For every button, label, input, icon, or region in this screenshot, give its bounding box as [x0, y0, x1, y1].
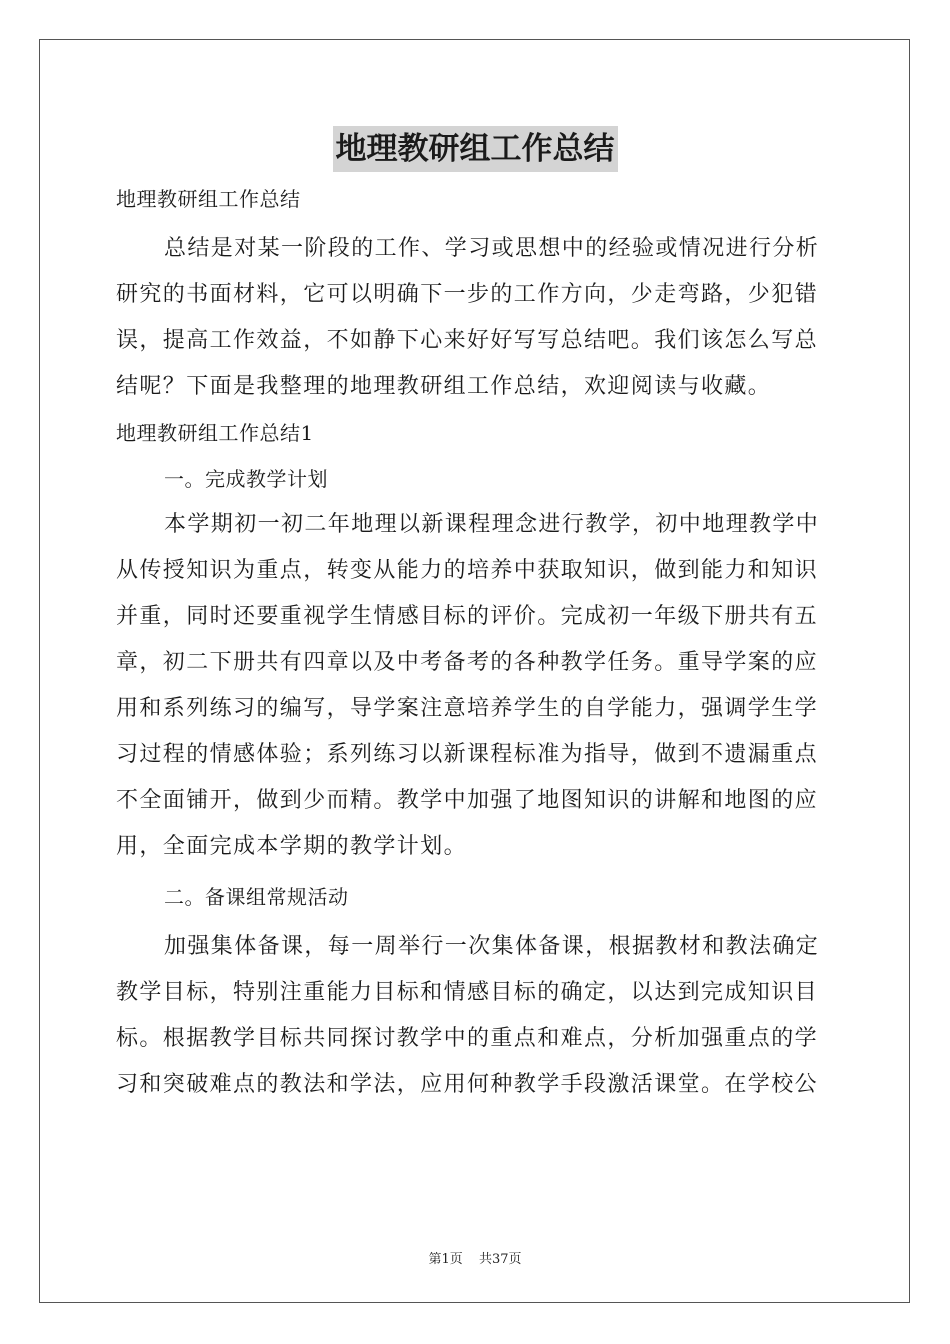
intro-paragraph [116, 226, 836, 410]
paragraph-line: 不全面铺开，做到少而精。教学中加强了地图知识的讲解和地图的应 [116, 788, 819, 813]
paragraph-line: 用和系列练习的编写，导学案注意培养学生的自学能力，强调学生学 [116, 696, 819, 721]
document-subtitle: 地理教研组工作总结 [116, 187, 301, 211]
paragraph-line: 习和突破难点的教法和学法，应用何种教学手段激活课堂。在学校公 [116, 1072, 819, 1097]
paragraph-2 [116, 924, 836, 1108]
document-title: 地理教研组工作总结 [333, 126, 618, 172]
paragraph-line: 本学期初一初二年地理以新课程理念进行教学，初中地理教学中 [164, 512, 820, 537]
paragraph-line: 教学目标，特别注重能力目标和情感目标的确定，以达到完成知识目 [116, 980, 819, 1005]
section-heading-1: 一。完成教学计划 [164, 467, 328, 491]
paragraph-line: 习过程的情感体验；系列练习以新课程标准为指导，做到不遗漏重点 [116, 742, 819, 767]
paragraph-line: 总结是对某一阶段的工作、学习或思想中的经验或情况进行分析 [164, 236, 820, 261]
page-footer [0, 1248, 950, 1267]
paragraph-line: 并重，同时还要重视学生情感目标的评价。完成初一年级下册共有五 [116, 604, 819, 629]
paragraph-line: 结呢？下面是我整理的地理教研组工作总结，欢迎阅读与收藏。 [116, 374, 772, 399]
section-title: 地理教研组工作总结1 [116, 421, 314, 445]
paragraph-line: 研究的书面材料，它可以明确下一步的工作方向，少走弯路，少犯错 [116, 282, 819, 307]
paragraph-1 [116, 502, 836, 870]
page-total: 共37页 [478, 1252, 522, 1267]
document-body [116, 176, 836, 1108]
paragraph-line: 误，提高工作效益，不如静下心来好好写写总结吧。我们该怎么写总 [116, 328, 819, 353]
section-heading-2: 二。备课组常规活动 [164, 885, 349, 909]
paragraph-line: 用，全面完成本学期的教学计划。 [116, 834, 468, 859]
page-number: 第1页 [428, 1252, 463, 1267]
title-wrap [0, 126, 950, 172]
paragraph-line: 从传授知识为重点，转变从能力的培养中获取知识，做到能力和知识 [116, 558, 819, 583]
paragraph-line: 章，初二下册共有四章以及中考备考的各种教学任务。重导学案的应 [116, 650, 819, 675]
paragraph-line: 标。根据教学目标共同探讨教学中的重点和难点，分析加强重点的学 [116, 1026, 819, 1051]
paragraph-line: 加强集体备课，每一周举行一次集体备课，根据教材和教法确定 [164, 934, 820, 959]
